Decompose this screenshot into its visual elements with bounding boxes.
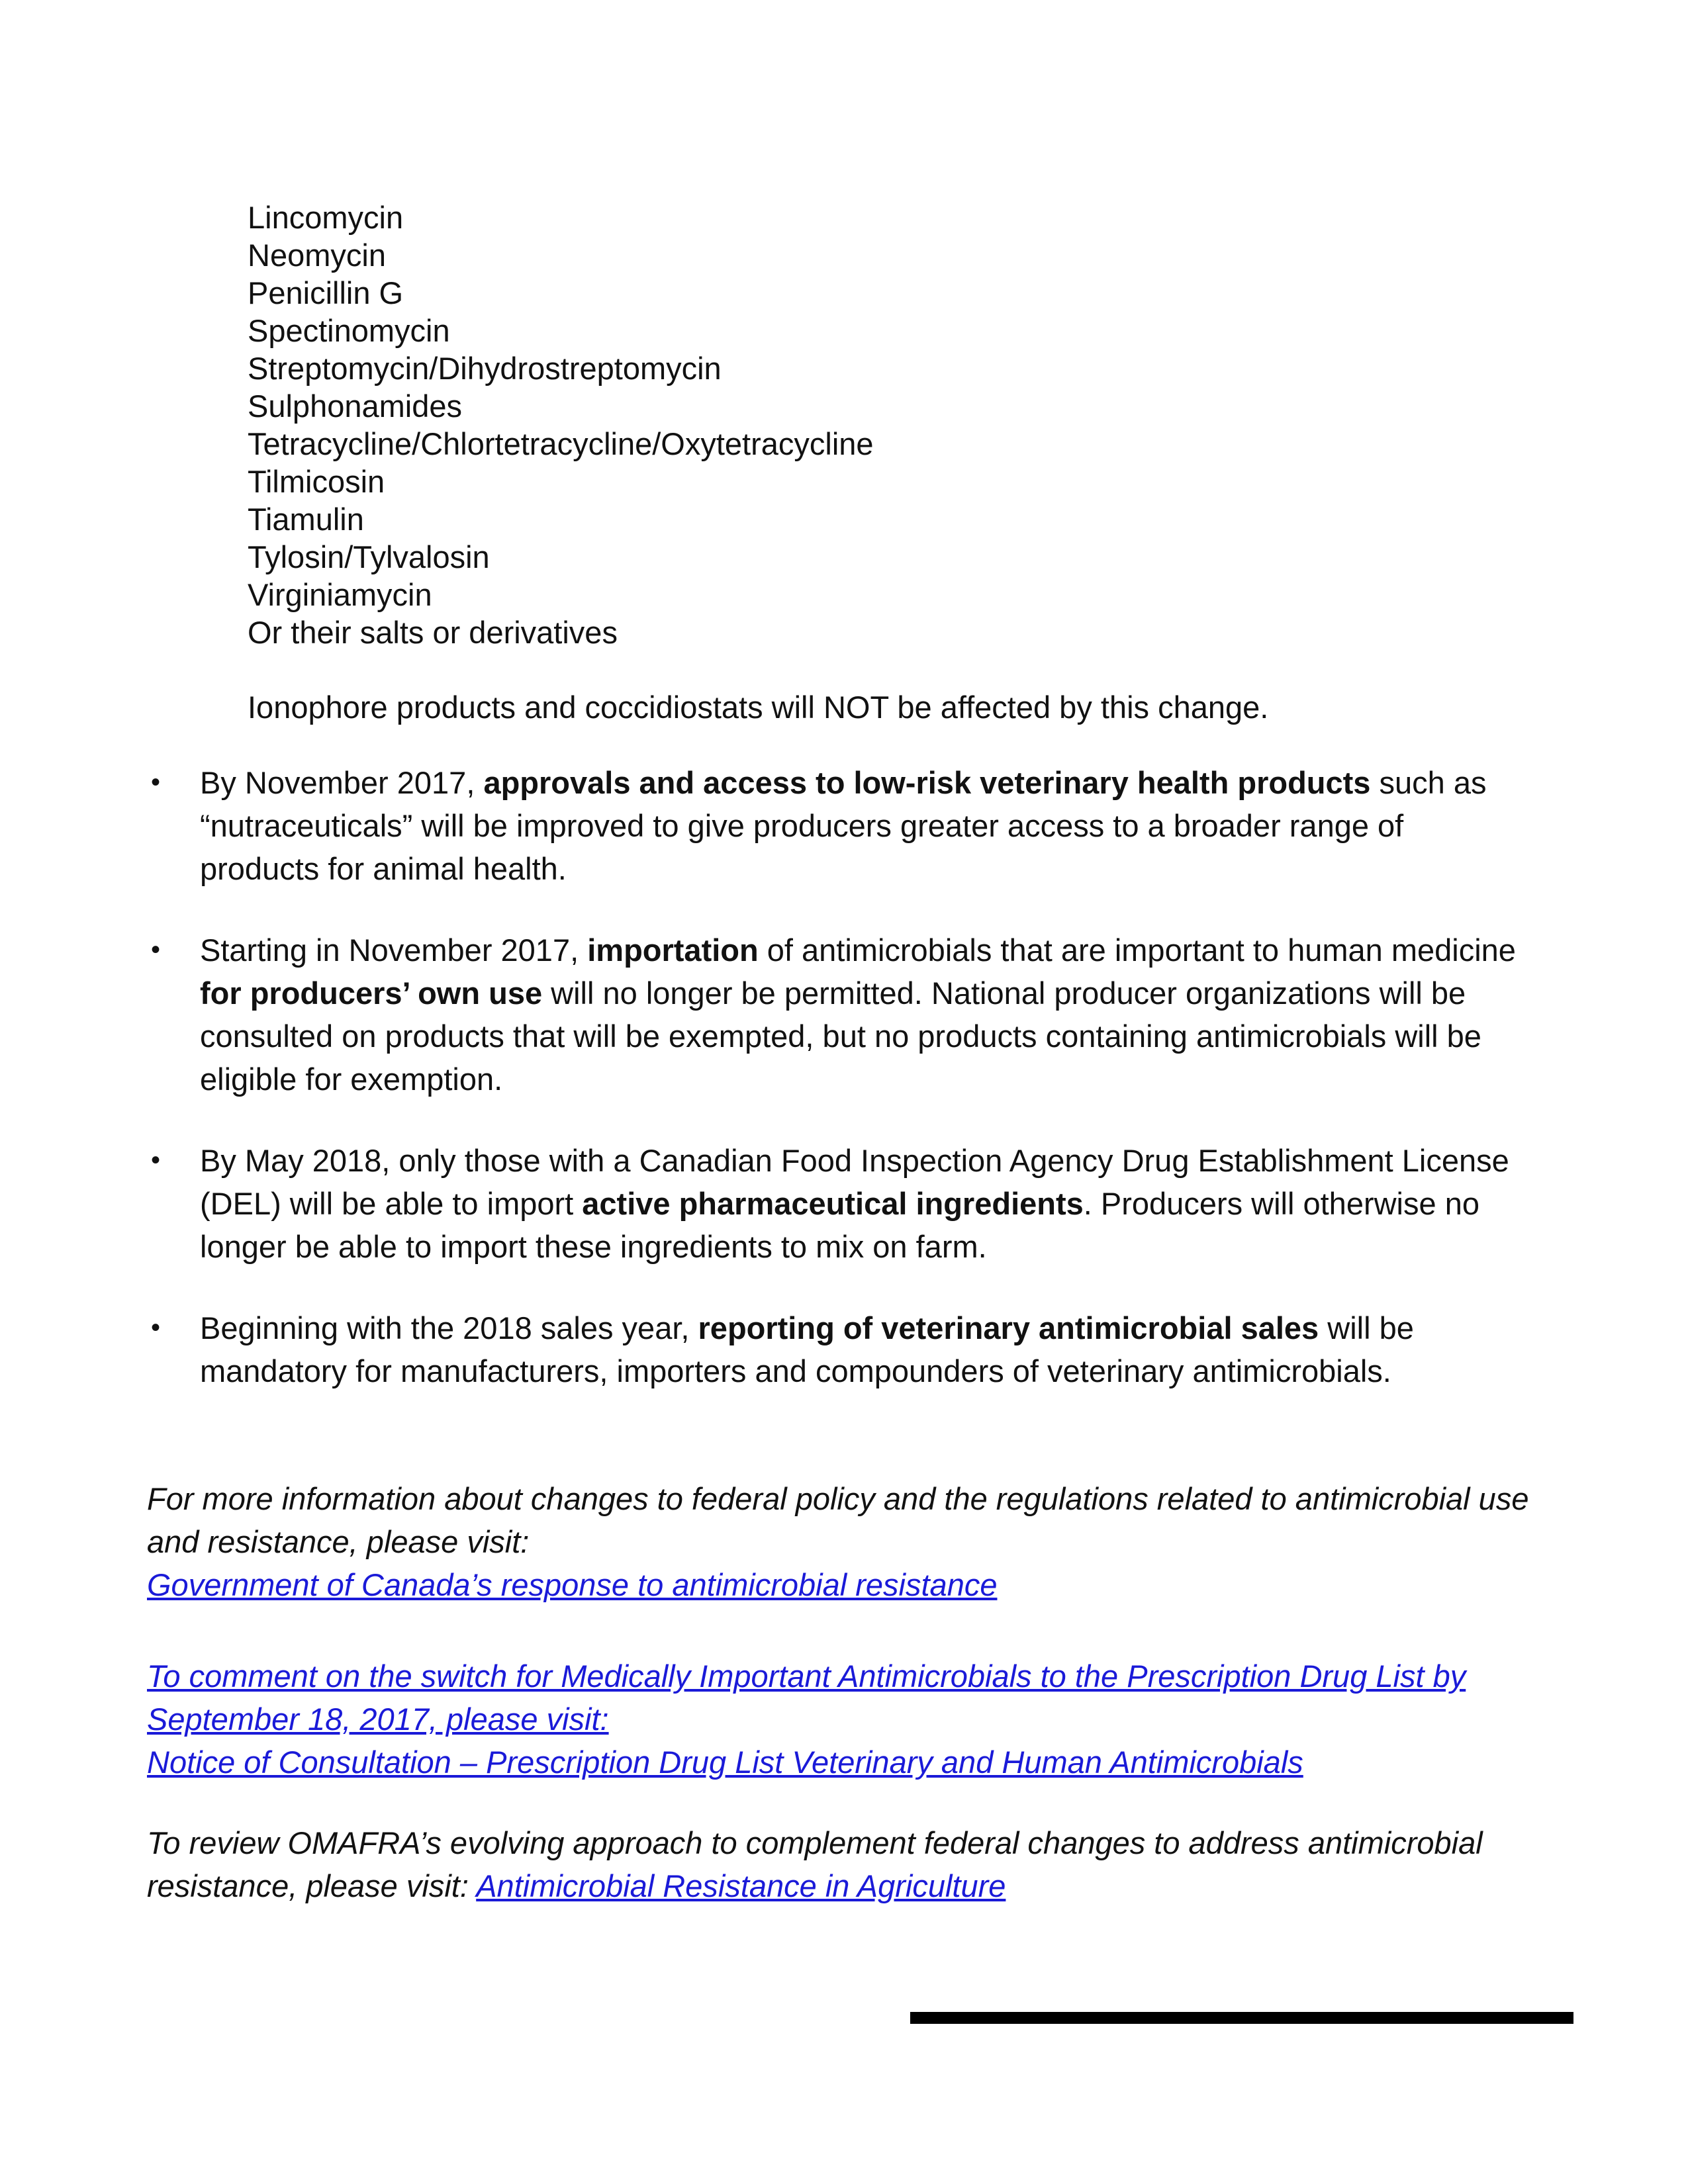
footer-rule <box>910 2012 1573 2024</box>
bullet-item-importation <box>147 929 1537 1101</box>
canada-response-link[interactable]: Government of Canada’s response to antimicrobial resistance <box>147 1567 998 1602</box>
list-item: Sulphonamides <box>248 388 462 424</box>
review-text: To review OMAFRA’s evolving approach to complement federal changes to address antimicrobial resistance, please visit: <box>147 1825 1483 1903</box>
more-info-paragraph <box>147 1477 1537 1606</box>
list-item: Neomycin <box>248 238 386 273</box>
bullet-icon: • <box>151 1313 161 1342</box>
bullet-text: By May 2018, only those with a Canadian Food Inspection Agency Drug Establishment License (DEL) will be able to import active pharmaceutical ingredients. Producers will otherwise no longer be able to import these ingredients to mix on farm. <box>200 1143 1509 1264</box>
bullet-item-approvals <box>147 761 1537 890</box>
bullet-icon: • <box>151 1146 161 1175</box>
list-item: Virginiamycin <box>248 577 432 612</box>
list-item: Tiamulin <box>248 502 364 537</box>
bullet-emphasis: importation <box>587 933 759 968</box>
bullet-text: Starting in November 2017, importation of antimicrobials that are important to human medicine for producers’ own use will no longer be permitted. National producer organizations will be consulted on products that will be exempted, but no products containing antimicrobials will be eligible for exemption. <box>200 933 1516 1097</box>
bullet-icon: • <box>151 935 161 964</box>
bullet-text: Beginning with the 2018 sales year, reporting of veterinary antimicrobial sales will be mandatory for manufacturers, importers and compounders of veterinary antimicrobials. <box>200 1310 1414 1388</box>
list-item: Spectinomycin <box>248 313 450 348</box>
amr-agriculture-link[interactable]: Antimicrobial Resistance in Agriculture <box>476 1868 1006 1903</box>
ionophore-note: Ionophore products and coccidiostats will NOT be affected by this change. <box>248 690 1269 725</box>
bullet-emphasis: reporting of veterinary antimicrobial sales <box>698 1310 1319 1345</box>
bullet-list <box>147 761 1537 1431</box>
list-item: Tetracycline/Chlortetracycline/Oxytetracycline <box>248 426 874 461</box>
bullet-item-del <box>147 1139 1537 1268</box>
more-info-text: For more information about changes to federal policy and the regulations related to antimicrobial use and resistance, please visit: <box>147 1481 1529 1559</box>
list-item: Penicillin G <box>248 275 404 310</box>
bullet-item-reporting <box>147 1306 1537 1392</box>
bullet-emphasis: approvals and access to low-risk veterinary health products <box>483 765 1371 800</box>
antimicrobial-list <box>248 199 1241 651</box>
list-item: Tilmicosin <box>248 464 385 499</box>
bullet-emphasis: for producers’ own use <box>200 976 543 1011</box>
list-item: Or their salts or derivatives <box>248 615 618 650</box>
bullet-icon: • <box>151 768 161 797</box>
list-item: Streptomycin/Dihydrostreptomycin <box>248 351 722 386</box>
list-item: Tylosin/Tylvalosin <box>248 539 490 574</box>
comment-paragraph <box>147 1655 1537 1784</box>
review-paragraph <box>147 1821 1537 1907</box>
list-item: Lincomycin <box>248 200 404 235</box>
comment-link[interactable]: To comment on the switch for Medically Important Antimicrobials to the Prescription Drug List by September 18, 2017, please visit: <box>147 1659 1466 1737</box>
bullet-text: By November 2017, approvals and access to low-risk veterinary health products such as “nutraceuticals” will be improved to give producers greater access to a broader range of products for animal health. <box>200 765 1487 886</box>
bullet-emphasis: active pharmaceutical ingredients <box>582 1186 1084 1221</box>
consultation-link[interactable]: Notice of Consultation – Prescription Drug List Veterinary and Human Antimicrobials <box>147 1745 1303 1780</box>
